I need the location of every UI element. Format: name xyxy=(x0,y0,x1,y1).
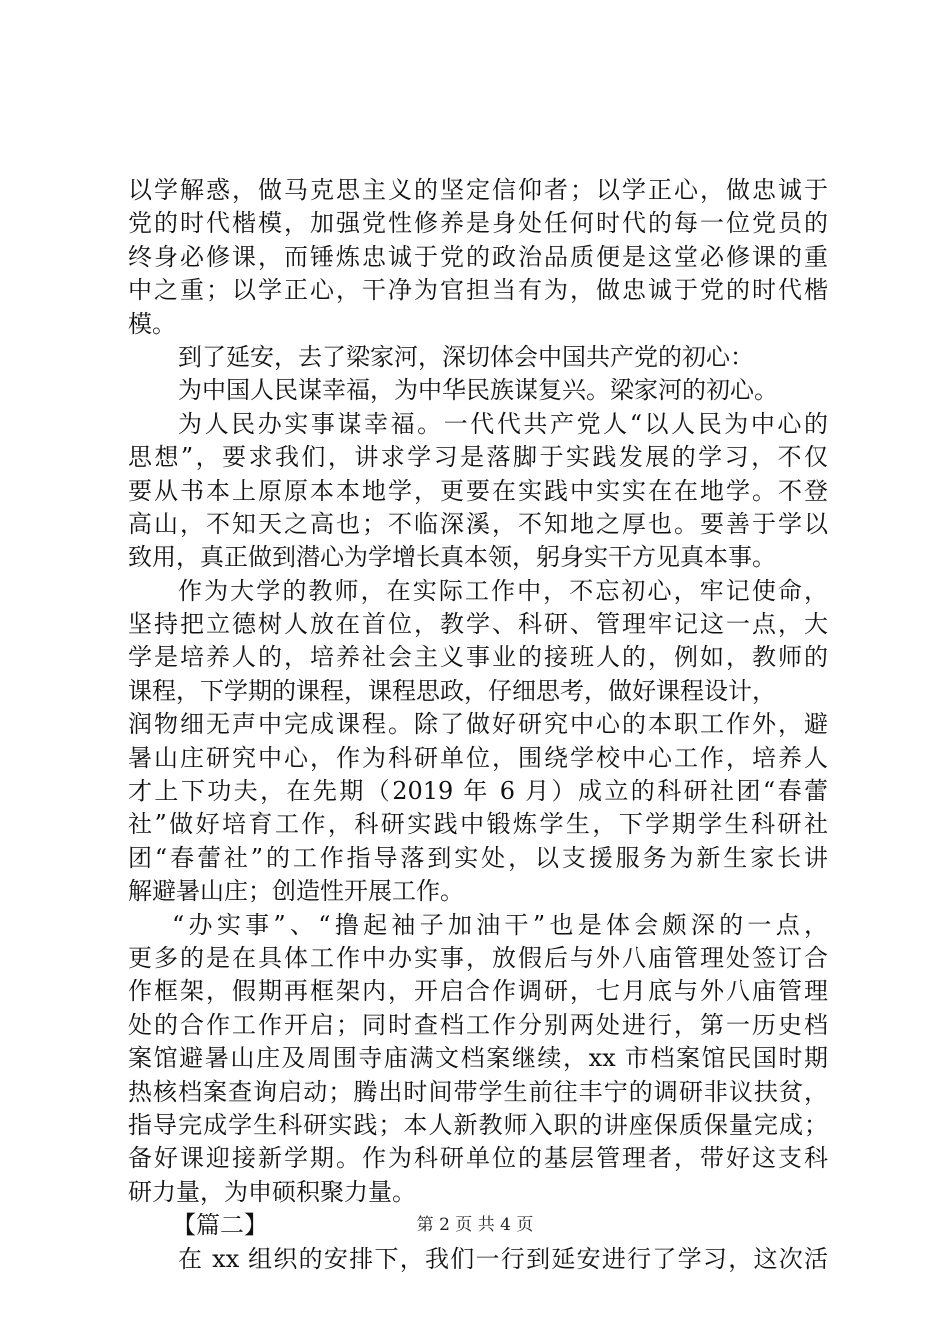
text-line: 研力量，为申硕积聚力量。 xyxy=(128,1177,416,1206)
text-line: 高山，不知天之高也；不临深溪，不知地之厚也。要善于学以 xyxy=(128,509,828,538)
text-line: 才上下功夫，在先期（2019 年 6 月）成立的科研社团“春蕾 xyxy=(128,777,828,806)
text-line: 要从书本上原原本本地学，更要在实践中实实在在地学。不登 xyxy=(128,476,828,505)
page-footer: 第 2 页 共 4 页 xyxy=(416,1215,534,1235)
text-line: 团“春蕾社”的工作指导落到实处，以支援服务为新生家长讲 xyxy=(128,843,828,872)
text-line: 润物细无声中完成课程。除了做好研究中心的本职工作外，避 xyxy=(128,710,828,739)
text-line: 到了延安，去了梁家河，深切体会中国共产党的初心： xyxy=(178,342,754,371)
text-line: 为中国人民谋幸福，为中华民族谋复兴。梁家河的初心。 xyxy=(178,376,778,405)
text-line: “办实事”、“撸起袖子加油干”也是体会颇深的一点， xyxy=(172,910,828,939)
text-line: 课程，下学期的课程，课程思政，仔细思考，做好课程设计， xyxy=(128,676,776,705)
text-line: 思想”，要求我们，讲求学习是落脚于实践发展的学习，不仅 xyxy=(128,443,828,472)
text-line: 暑山庄研究中心，作为科研单位，围绕学校中心工作，培养人 xyxy=(128,743,828,772)
body-text xyxy=(128,174,828,1276)
text-line: 作为大学的教师，在实际工作中，不忘初心，牢记使命， xyxy=(178,576,828,605)
text-line: 终身必修课，而锤炼忠诚于党的政治品质便是这堂必修课的重 xyxy=(128,242,828,271)
text-line: 社”做好培育工作，科研实践中锻炼学生，下学期学生科研社 xyxy=(128,810,828,839)
text-line: 作框架，假期再框架内，开启合作调研，七月底与外八庙管理 xyxy=(128,977,828,1006)
text-line: 指导完成学生科研实践；本人新教师入职的讲座保质保量完成； xyxy=(128,1110,828,1139)
text-line: 更多的是在具体工作中办实事，放假后与外八庙管理处签订合 xyxy=(128,943,828,972)
text-line: 在 xx 组织的安排下，我们一行到延安进行了学习，这次活 xyxy=(178,1244,828,1273)
text-line: 致用，真正做到潜心为学增长真本领，躬身实干方见真本事。 xyxy=(128,543,776,572)
text-line: 以学解惑，做马克思主义的坚定信仰者；以学正心，做忠诚于 xyxy=(128,176,828,204)
text-line: 解避暑山庄；创造性开展工作。 xyxy=(128,877,464,906)
text-line: 坚持把立德树人放在首位，教学、科研、管理牢记这一点，大 xyxy=(128,610,828,639)
section-heading: 【篇二】 xyxy=(172,1211,268,1240)
text-line: 处的合作工作开启；同时查档工作分别两处进行，第一历史档 xyxy=(128,1010,828,1039)
text-line: 为人民办实事谋幸福。一代代共产党人“以人民为中心的 xyxy=(178,409,828,438)
text-line: 备好课迎接新学期。作为科研单位的基层管理者，带好这支科 xyxy=(128,1144,828,1173)
text-line: 学是培养人的，培养社会主义事业的接班人的，例如，教师的 xyxy=(128,643,828,672)
text-line: 中之重；以学正心，干净为官担当有为，做忠诚于党的时代楷 xyxy=(128,276,828,305)
text-line: 党的时代楷模，加强党性修养是身处任何时代的每一位党员的 xyxy=(128,209,828,238)
text-line: 模。 xyxy=(128,309,176,338)
text-line: 热核档案查询启动；腾出时间带学生前往丰宁的调研非议扶贫， xyxy=(128,1077,828,1106)
text-line: 案馆避暑山庄及周围寺庙满文档案继续，xx 市档案馆民国时期 xyxy=(128,1044,828,1073)
